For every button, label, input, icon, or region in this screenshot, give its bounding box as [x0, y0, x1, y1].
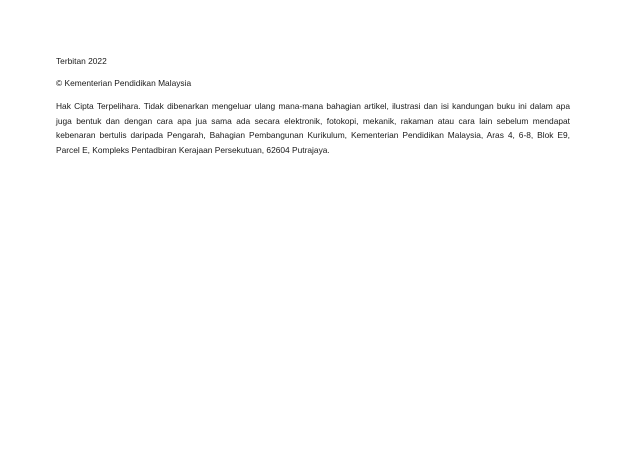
edition-text: Terbitan 2022 [56, 56, 107, 66]
rights-statement: Hak Cipta Terpelihara. Tidak dibenarkan mengeluar ulang mana-mana bahagian artikel, ilustrasi dan isi kandungan buku ini dalam apa juga bentuk dan dengan cara apa jua sama ada secara elektronik, fotokopi, mekanik, rakaman atau cara lain sebelum mendapat kebenaran bertulis daripada Pengarah, Bahagian Pembangunan Kurikulum, Kementerian Pendidikan Malaysia, Aras 4, 6-8, Blok E9, Parcel E, Kompleks Pentadbiran Kerajaan Persekutuan, 62604 Putrajaya. [56, 101, 570, 155]
copyright-notice: © Kementerian Pendidikan Malaysia [56, 78, 192, 88]
